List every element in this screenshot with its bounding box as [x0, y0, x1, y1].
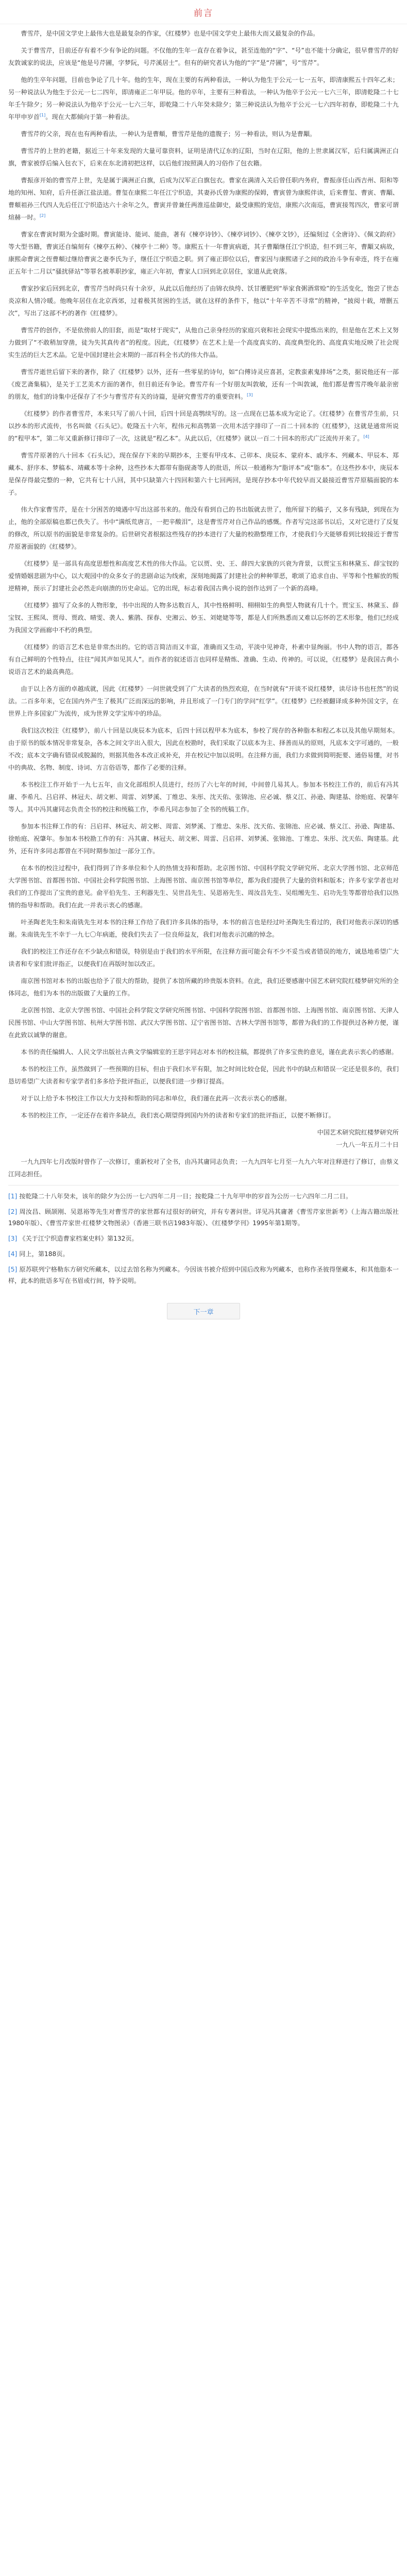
paragraph-text: 《红楼梦》描写了众多的人物形象，书中出现的人物多达数百人，其中性格鲜明、栩栩如生的典型人物就有几十个。贾宝玉、林黛玉、薛宝钗、王熙凤、贾母、贾政、晴雯、袭人、紫鹃、探春、史湘云、妙玉、刘姥姥等等，都是人们所熟悉而又难以忘怀的艺术形象，他们已经成为我国文学画廊中不朽的典型。: [8, 602, 399, 634]
paragraph-text: 曹家在曹寅时期为全盛时期。曹寅能诗、能词、能曲，著有《楝亭诗钞》、《楝亭词钞》、《楝亭文钞》，还编刻过《全唐诗》、《佩文韵府》等大型书籍，曹寅还自编刻有《楝亭五种》、《楝亭十二种》等。康熙五十一年曹寅病逝，其子曹顒继任江宁织造，但不到三年，曹顒又病故，康熙命曹寅之侄曹頫过继给曹寅之妻李氏为子，继任江宁织造之职。到了雍正即位以后，曹家因与康熙诸子之间的政治斗争有牵连，终于在雍正五年十二月以“骚扰驿站”等罪名被革职抄家，雍正六年初，曹家人口回到北京居住，家道从此衰落。: [8, 231, 399, 275]
paragraph-text: 曹家抄家后回到北京，曹雪芹当时尚只有十余岁，从此以后他经历了由锦衣纨绔、饫甘餍肥到“举家食粥酒常赊”的生活变化，饱尝了世态炎凉和人情冷暖。他晚年居住在北京西郊，过着极其贫困的生活，就在这样的条件下，他以“十年辛苦不寻常”的精神，“披阅十载，增删五次”，写出了这部不朽的著作《红楼梦》。: [8, 285, 399, 317]
paragraph: [8, 324, 399, 361]
footnote-number-link[interactable]: [3]: [8, 1235, 18, 1242]
paragraph: [8, 1156, 399, 1180]
paragraph-text: 曹振彦开始的曹雪芹上世，先是属于满洲正白旗，后成为汉军正白旗包衣。曹家在满清入关后曾任职内务府，曹振彦任山西吉州、阳和等地的知州、知府，后升任浙江盐法道。曹玺在康熙二年任江宁织造，其妻孙氏曾为康熙的保姆，曹寅曾为康熙伴读，后来曹玺、曹寅、曹顒、曹頫祖孙三代四人先后任江宁织造达六十余年之久，曹寅并曾兼任两淮巡盐御史，最受康熙的宠信，康熙六次南巡，曹寅接驾四次，曹家可谓煊赫一时。: [8, 177, 399, 221]
paragraph: [8, 1063, 399, 1088]
paragraph: [8, 916, 399, 941]
paragraph-tail: 。: [259, 160, 266, 167]
footnote-text: 周汝昌、顾颉刚、吴恩裕等先生对曹雪芹的家世都有过很好的研究，并有专著问世。详见冯其庸著《曹雪芹家世新考》（上海古籍出版社1980年版）、《曹雪芹家世·红楼梦文物图录》（香港三联书店1983年版）、《红楼梦学刊》1995年第1期等。: [8, 1208, 399, 1227]
paragraph-text: 参加本书注释工作的有：吕启祥、林冠夫、胡文彬、周雷、刘梦溪、丁维忠、朱彤、沈天佑、张锦池、应必诚、蔡义江、孙逊、陶建基、徐贻庭、祝肇年。参加本书校勘工作的有：冯其庸、林冠夫、胡文彬、周雷、吕启祥、刘梦溪、张锦池、丁维忠、朱彤、沈天佑、陶建基。此外，还有许多同志都曾在不同时期参加过一部分工作。: [8, 823, 399, 855]
footnote: [8, 1233, 399, 1244]
footnote-number-link[interactable]: [1]: [8, 1193, 18, 1200]
paragraph-tail: 。现在大都倾向于第一种看法。: [45, 113, 133, 121]
paragraph-list: [8, 27, 399, 1122]
paragraph-text: 伟大作家曹雪芹，是在十分困苦的境遇中写出这部书来的。他没有看到自己的书出版就去世了，他所留下的稿子，又多有残缺，到现在为止，他的全部原稿也都已佚失了。书中“满纸荒唐言，一把辛酸泪”，这是曹雪芹对自己作品的感慨。作者写完这部书以后，又对它进行了反复的修改，所以原书的面貌是非常复杂的。后世研究者根据这些残存的抄本进行了大量的校勘整理工作，才使我们今天能够看到比较接近于曹雪芹原著面貌的《红楼梦》。: [8, 506, 399, 550]
paragraph-text: 对于以上给予本书校注工作以大力支持和帮助的同志和单位，我们谨在此再一次表示衷心的感谢。: [21, 1095, 291, 1102]
paragraph: [8, 228, 399, 278]
paragraph: [8, 1004, 399, 1041]
paragraph: [8, 282, 399, 319]
paragraph-text: 一九九四年七月改版时曾作了一次修订，重新校对了全书，由冯其庸同志负责；一九九四年七月至一九九六年对注释进行了修订，由蔡义江同志担任。: [8, 1158, 399, 1178]
paragraph-text: 曹雪芹逝世后留下来的著作，除了《红楼梦》以外，还有一些零星的诗句，如“白傅诗灵应喜甚，定教蛮素鬼排场”之类，据说他还有一部《废艺斋集稿》，是关于工艺美术方面的著作，但目前还有争论。曹雪芹有一个好朋友叫敦敏，还有一个叫敦诚，他们都是曹雪芹晚年最亲密的朋友，他们的诗集中还保存了不少与曹雪芹有关的诗篇，是研究曹雪芹的重要资料。: [8, 368, 399, 400]
footnote-number-link[interactable]: [5]: [8, 1266, 18, 1273]
paragraph-text: 《红楼梦》的作者曹雪芹，本来只写了前八十回，后四十回是高鹗续写的。这一点现在已基本成为定论了。《红楼梦》在曹雪芹生前，只以抄本的形式流传，书名叫做《石头记》。乾隆五十六年，程伟元和高鹗第一次用木活字排印了一百二十回本的《红楼梦》，这就是通常所说的“程甲本”，第二年又重新修订排印了一次，这就是“程乙本”。从此以后，《红楼梦》就以一百二十回本的形式广泛流传开来了。: [8, 410, 399, 442]
signature-org: 中国艺术研究院红楼梦研究所: [317, 1129, 399, 1136]
paragraph: [8, 724, 399, 774]
paragraph: [8, 503, 399, 553]
paragraph-text: 曹雪芹原著的八十回本《石头记》，现在保存下来的早期抄本，主要有甲戌本、己卯本、庚辰本、蒙府本、戚序本、列藏本、甲辰本、郑藏本、舒序本、梦稿本、靖藏本等十余种，这些抄本大都带有脂砚斋等人的批语，所以一般通称为“脂评本”或“脂本”。在这些抄本中，庚辰本是保存得最完整的一种，它共有七十八回，其中只缺第六十四回和第六十七回两回，是现存抄本中年代较早而又最接近曹雪芹原稿面貌的本子。: [8, 452, 399, 496]
article-body: [0, 24, 407, 1319]
paragraph: [8, 862, 399, 911]
paragraph-text: 南京图书馆对本书的出版也给予了很大的帮助，提供了本馆所藏的珍贵版本资料。在此，我们还要感谢中国艺术研究院红楼梦研究所的全体同志，他们为本书的出版做了大量的工作。: [8, 977, 399, 997]
paragraph-text: 《红楼梦》的语言艺术也是非常杰出的。它的语言简洁而又丰富，准确而又生动，平淡中见神奇，朴素中显绚丽。书中人物的语言，都各有自己鲜明的个性特点，往往“闻其声如见其人”。而作者的叙述语言也同样是精炼、准确、生动、传神的。可以说，《红楼梦》是我国古典小说语言艺术的最高典范。: [8, 643, 399, 675]
paragraph: [8, 128, 399, 140]
paragraph: [8, 174, 399, 224]
paragraph-text: 我们的校注工作还存在不少缺点和错误，特别是由于我们的水平所限，在注释方面可能会有不少不妥当或者错误的地方，诚恳地希望广大读者和专家们批评指正，以便我们在再版时加以改正。: [8, 948, 399, 968]
footnote-ref-link[interactable]: [4]: [363, 434, 369, 439]
paragraph-text: 本书的校注工作，一定还存在着许多缺点，我们衷心期望得到国内外的读者和专家们的批评指正，以便不断修订。: [21, 1112, 335, 1119]
footnote-number-link[interactable]: [4]: [8, 1250, 18, 1258]
footnote-text: 《关于江宁织造曹家档案史料》第132页。: [19, 1235, 138, 1242]
paragraph: [8, 366, 399, 403]
paragraph: [8, 408, 399, 445]
page-header: [0, 0, 407, 24]
paragraph-text: 本书的校注工作，虽然做到了一些预期的目标，但由于我们水平有限，加之时间比较仓促，因此书中的缺点和错误一定还是很多的，我们恳切希望广大读者和专家学者们多多给予批评指正，以便我们进一步修订提高。: [8, 1065, 399, 1085]
paragraph: [8, 945, 399, 970]
paragraph-text: 叶圣陶老先生和朱南铣先生对本书的注释工作给了我们许多具体的指导，本书的前言也是经过叶圣陶先生看过的，我们对他表示深切的感谢。朱南铣先生不幸于一九七〇年病逝，使我们失去了一位良师益友，我们对他表示沉痛的悼念。: [8, 919, 399, 938]
footnote: [8, 1264, 399, 1286]
page-title: 前言: [194, 8, 213, 19]
footnote: [8, 1191, 399, 1202]
footnote: [8, 1248, 399, 1260]
paragraph: [8, 683, 399, 720]
paragraph-text: 本书校注工作开始于一九七五年，由文化部组织人员进行，经历了六七年的时间，中间曾几易其人。参加本书校注工作的，前后有冯其庸、李希凡、吕启祥、林冠夫、胡文彬、周雷、刘梦溪、丁维忠、朱彤、沈天佑、张锦池、应必诚、蔡义江、孙逊、陶建基、徐贻庭、祝肇年等人。其中冯其庸同志负责全书的校注和统稿工作，李希凡同志参加了全书的统稿工作。: [8, 781, 399, 813]
paragraph: [8, 557, 399, 595]
paragraph-text: 曹雪芹的创作，不是依傍前人的旧套，而是“取材于现实”，从他自己亲身经历的家庭兴衰和社会现实中提炼出来的，但是他在艺术上又努力做到了“不敢稍加穿凿，徒为失其真传者”的程度。因此，《红楼梦》在艺术上是一个高度真实的、高度典型化的、高度真实地反映了社会现实生活的巨大艺术品。它是中国封建社会末期的一部百科全书式的伟大作品。: [8, 327, 399, 359]
paragraph: [8, 449, 399, 499]
paragraph-text: 本书的责任编辑人、人民文学出版社古典文学编辑室的王思宇同志对本书的校注稿，都提供了许多宝贵的意见，谨在此表示衷心的感谢。: [21, 1048, 398, 1056]
paragraph-text: 曹雪芹的父亲，现在也有两种看法，一种认为是曹頫，曹雪芹是他的遗腹子；另一种看法，则认为是曹顒。: [21, 130, 316, 138]
paragraph: [8, 27, 399, 40]
paragraph: [8, 44, 399, 69]
footnote-ref-link[interactable]: [1]: [39, 112, 46, 117]
paragraph-text: 他的生卒年问题，目前也争论了几十年。他的生年，现在主要的有两种看法，一种认为他生于公元一七一五年，即清康熙五十四年乙未；另一种说法认为他生于公元一七二四年，即清雍正二年甲辰。他的卒年，主要有三种看法，一种认为他卒于公元一七六三年，即清乾隆二十七年壬午除夕；另一种说法认为他卒于公元一七六三年，即乾隆二十八年癸未除夕；第三种说法认为他卒于公元一七六四年初春，即乾隆二十九年甲申岁首: [8, 76, 399, 121]
paragraph: [8, 641, 399, 678]
next-chapter-button[interactable]: 下一章: [167, 1303, 240, 1319]
paragraph-text: 《红楼梦》是一部具有高度思想性和高度艺术性的伟大作品。它以贾、史、王、薛四大家族的兴衰为背景，以贾宝玉和林黛玉、薛宝钗的爱情婚姻悲剧为中心，以大观园中的众多女子的悲剧命运为线索，深刻地揭露了封建社会的种种罪恶，歌颂了追求自由、平等和个性解放的叛逆精神，预示了封建社会必然走向崩溃的历史命运。它的出现，标志着我国古典小说的创作达到了一个新的高峰。: [8, 560, 399, 592]
footnote-text: 原苏联列宁格勒东方研究所藏本，以过去馆名称为列藏本。今因该书被介绍到中国后改称为列藏本，也称作圣彼得堡藏本，和其他脂本一样，此本的批语多写在书眉或行间，特予说明。: [8, 1266, 399, 1284]
pagination: [8, 1303, 399, 1319]
paragraph: [8, 1092, 399, 1105]
footnote-text: 按乾隆二十八年癸未，该年的除夕为公历一七六四年二月一日；按乾隆二十九年甲申的岁首为公历一七六四年二月二日。: [19, 1193, 352, 1200]
paragraph-text: 北京图书馆、北京大学图书馆、中国社会科学院文学研究所图书馆、中国科学院图书馆、首都图书馆、上海图书馆、南京图书馆、天津人民图书馆、中山大学图书馆、杭州大学图书馆、武汉大学图书馆、辽宁省图书馆、吉林大学图书馆等，都曾为我们的工作提供过各种方便，谨在此致以诚挚的谢意。: [8, 1007, 399, 1039]
paragraph-text: 在本书的校注过程中，我们得到了许多单位和个人的热情支持和帮助。北京图书馆、中国科学院文学研究所、北京大学图书馆、北京师范大学图书馆、首都图书馆、中国社会科学院图书馆、上海图书馆、南京图书馆等单位，都为我们提供了大量的资料和版本；许多专家学者也对我们的工作提出了宝贵的意见。俞平伯先生、王利器先生、吴世昌先生、吴恩裕先生、周汝昌先生、吴组缃先生、启功先生等都曾给我们以热情的指导和帮助。我们在此一并表示衷心的感谢。: [8, 865, 399, 909]
footnote: [8, 1206, 399, 1229]
paragraph: [8, 1109, 399, 1122]
paragraph-text: 曹雪芹的上世的老籍，据近三十年来发现的大量可靠资料，证明是清代辽东的辽阳，当时在辽阳，他的上世隶属汉军，后归属满洲正白旗，曹家被俘后编入包衣下，后来在东北清初把这样，以后他们按照满人的习俗作了包衣籍: [8, 147, 399, 167]
footnote-ref-link[interactable]: [2]: [39, 213, 46, 218]
footnote-list: [8, 1191, 399, 1286]
paragraph: [8, 599, 399, 636]
paragraph: [8, 1046, 399, 1058]
paragraph: [8, 145, 399, 170]
paragraph-text: 关于曹雪芹，目前还存有着不少有争论的问题。不仅他的生年一直存在着争议，甚至连他的“字”、“号”也不能十分确定，很早曹雪芹的好友敦诚家的说法，应该是“他是号芹圃，字梦阮，号芹溪居士”。但有的研究者认为他的“字”是“芹圃”，号“雪芹”。: [8, 47, 399, 66]
paragraph: [8, 74, 399, 123]
paragraph-text: 由于以上各方面的卓越成就，因此《红楼梦》一问世就受到了广大读者的热烈欢迎，在当时就有“开谈不说红楼梦，读尽诗书也枉然”的说法。二百多年来，它在国内外产生了极其广泛而深远的影响，并且形成了一门专门的学问“红学”。《红楼梦》已经被翻译成多种外国文字，在世界上许多国家广为流传，成为世界文学宝库中的珍品。: [8, 685, 399, 717]
paragraph: [8, 975, 399, 999]
footnote-ref-link[interactable]: [3]: [247, 392, 253, 397]
revision-note-list: [8, 1156, 399, 1180]
paragraph: [8, 820, 399, 857]
footnote-text: 同上，第188页。: [19, 1250, 69, 1258]
paragraph: [8, 778, 399, 816]
signature-date: 一九八一年五月二十日: [336, 1141, 399, 1148]
paragraph-text: 我们这次校注《红楼梦》，前八十回是以庚辰本为底本，后四十回以程甲本为底本，参校了现存的各种脂本和程乙本以及其他早期刻本。由于原书的版本情况非常复杂，各本之间文字出入很大，因此在校勘时，我们采取了以底本为主、择善而从的原则，凡底本文字可通的，一般不改；底本文字确有错误或脱漏的，则据其他各本改正或补充，并在校记中加以说明。在注释方面，我们力求做到简明扼要、通俗易懂，对书中的典故、名物、制度、诗词、方言俗语等，都作了必要的注释。: [8, 727, 399, 771]
footnote-number-link[interactable]: [2]: [8, 1208, 18, 1215]
paragraph-text: 曹雪芹，是中国文学史上最伟大也是最复杂的作家，《红楼梦》也是中国文学史上最伟大而又最复杂的作品。: [21, 30, 319, 37]
